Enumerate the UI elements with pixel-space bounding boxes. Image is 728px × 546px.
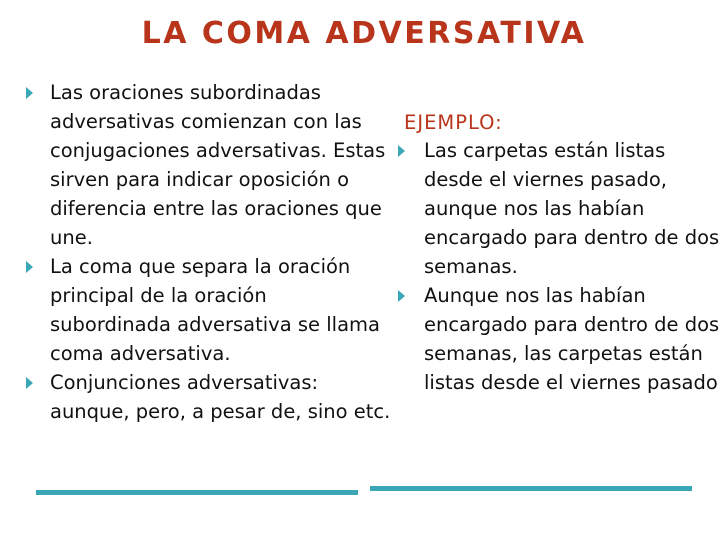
list-item [382,136,722,281]
example-heading: EJEMPLO: [404,111,503,134]
list-item [382,281,722,397]
list-item-text: Las carpetas están listas desde el viernes pasado, aunque nos las habían encargado para dentro de dos semanas. [424,139,720,278]
list-item [20,78,392,252]
right-bullet-list [382,136,722,397]
list-item-text: La coma que separa la oración principal de la oración subordinada adversativa se llama coma adversativa. [50,255,380,365]
triangle-bullet-icon [26,87,33,99]
left-bullet-list [20,78,392,426]
list-item-text: Las oraciones subordinadas adversativas comienzan con las conjugaciones adversativas. Estas sirven para indicar oposición o diferencia entre las oraciones que une. [50,81,386,249]
list-item-text: Conjunciones adversativas: aunque, pero, a pesar de, sino etc. [50,371,391,423]
slide-title: LA COMA ADVERSATIVA [141,16,587,51]
triangle-bullet-icon [398,290,405,302]
list-item [20,368,392,426]
triangle-bullet-icon [26,377,33,389]
left-divider-rule [36,490,358,495]
triangle-bullet-icon [398,145,405,157]
list-item-text: Aunque nos las habían encargado para dentro de dos semanas, las carpetas están listas desde el viernes pasado [424,284,720,394]
right-divider-rule [370,486,692,491]
list-item [20,252,392,368]
triangle-bullet-icon [26,261,33,273]
